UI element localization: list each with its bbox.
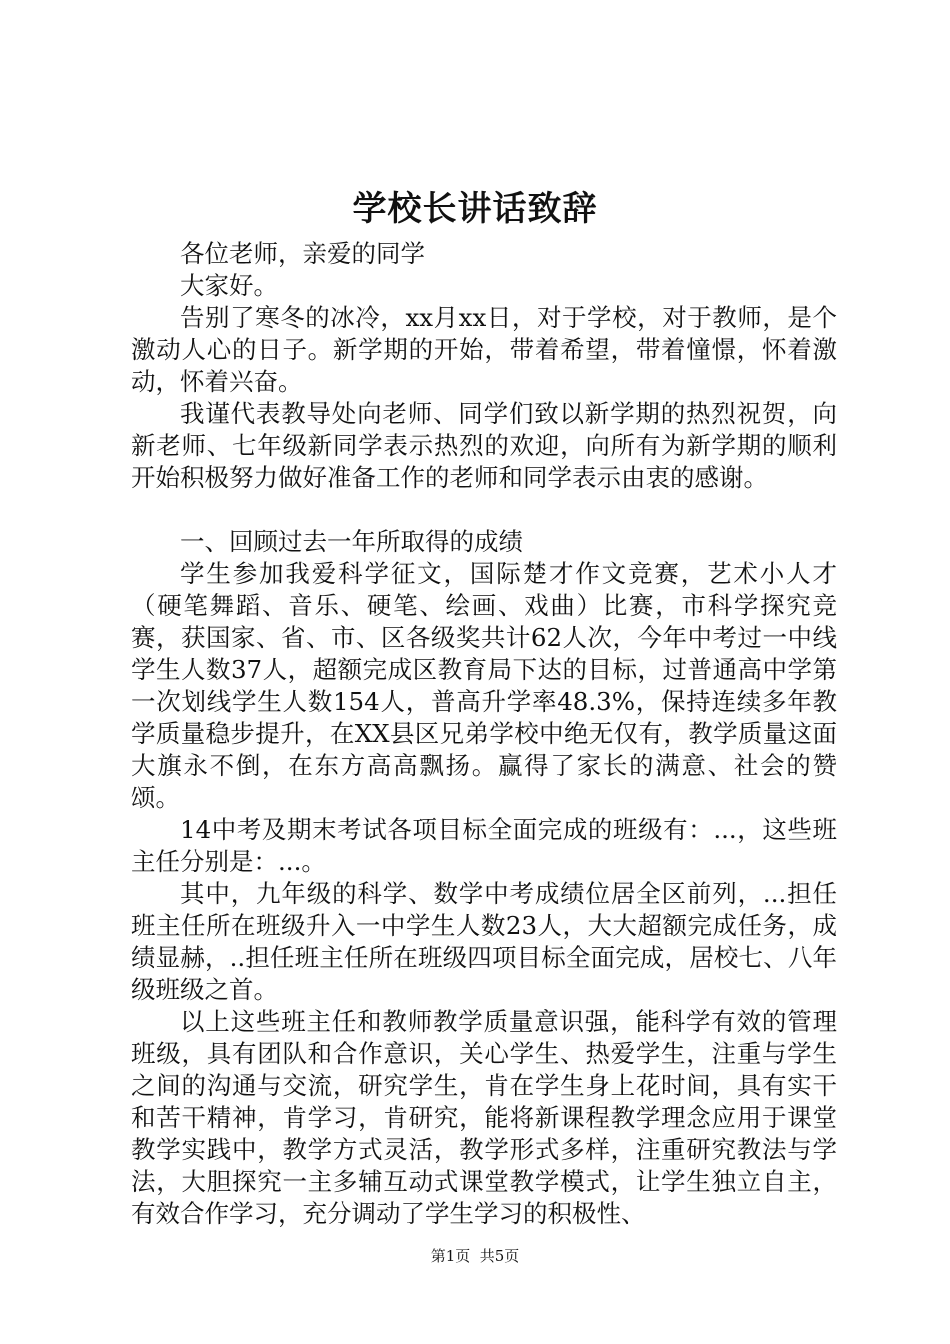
body-paragraph: 告别了寒冬的冰冷，xx月xx日，对于学校，对于教师，是个激动人心的日子。新学期的开始，带着希望，带着憧憬，怀着激动，怀着兴奋。 bbox=[131, 303, 837, 396]
body-paragraph: 14中考及期末考试各项目标全面完成的班级有：...，这些班主任分别是：...。 bbox=[131, 815, 837, 876]
body-paragraph: 以上这些班主任和教师教学质量意识强，能科学有效的管理班级，具有团队和合作意识，关心学生、热爱学生，注重与学生之间的沟通与交流，研究学生，肯在学生身上花时间，具有实干和苦干精神，肯学习，肯研究，能将新课程教学理念应用于课堂教学实践中，教学方式灵活，教学形式多样，注重研究教法与学法，大胆探究一主多辅互动式课堂教学模式，让学生独立自主，有效合作学习，充分调动了学生学习的积极性、 bbox=[131, 1007, 837, 1228]
document-body bbox=[131, 238, 837, 1230]
greeting: 大家好。 bbox=[180, 271, 278, 300]
page-footer bbox=[0, 1246, 950, 1266]
document-title: 学校长讲话致辞 bbox=[352, 189, 598, 229]
body-paragraph: 学生参加我爱科学征文，国际楚才作文竞赛，艺术小人才（硬笔舞蹈、音乐、硬笔、绘画、戏曲）比赛，市科学探究竞赛，获国家、省、市、区各级奖共计62人次，今年中考过一中线学生人数37人，超额完成区教育局下达的目标，过普通高中学第一次划线学生人数154人，普高升学率48.3%，保持连续多年教学质量稳步提升，在XX县区兄弟学校中绝无仅有，教学质量这面大旗永不倒，在东方高高飘扬。赢得了家长的满意、社会的赞颂。 bbox=[131, 559, 837, 812]
body-paragraph: 其中，九年级的科学、数学中考成绩位居全区前列，...担任班主任所在班级升入一中学生人数23人，大大超额完成任务，成绩显赫，..担任班主任所在班级四项目标全面完成，居校七、八年级班级之首。 bbox=[131, 879, 837, 1004]
page-number-label: 第1页 共5页 bbox=[430, 1247, 520, 1265]
body-paragraph: 我谨代表教导处向老师、同学们致以新学期的热烈祝贺，向新老师、七年级新同学表示热烈的欢迎，向所有为新学期的顺利开始积极努力做好准备工作的老师和同学表示由衷的感谢。 bbox=[131, 399, 837, 492]
section-heading: 一、回顾过去一年所取得的成绩 bbox=[180, 527, 523, 556]
salutation: 各位老师，亲爱的同学 bbox=[180, 239, 425, 268]
